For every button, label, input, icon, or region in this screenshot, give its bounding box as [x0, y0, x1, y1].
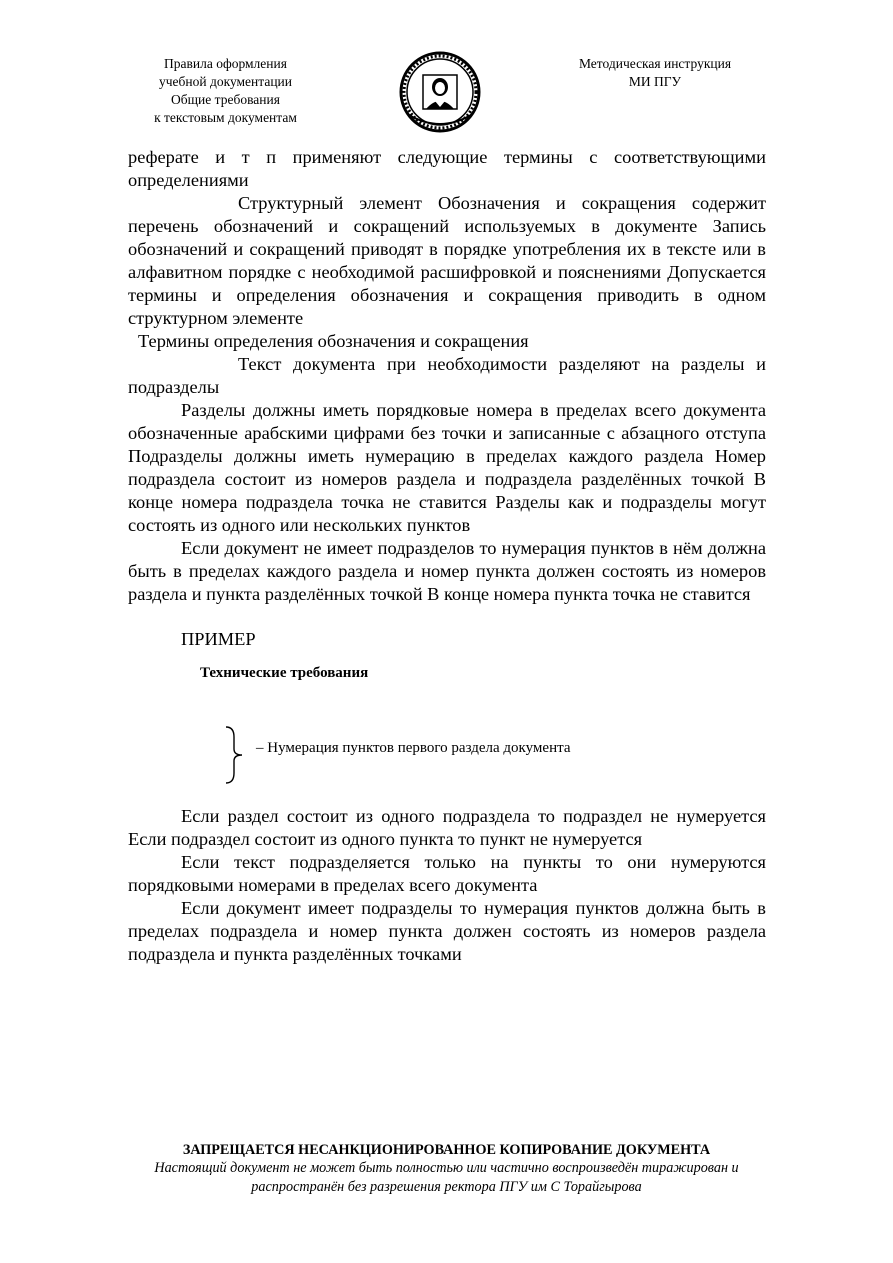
header-left-line: к текстовым документам	[154, 110, 297, 125]
header-left-line: Правила оформления	[164, 56, 287, 71]
header-right-line: Методическая инструкция	[578, 56, 732, 71]
header-left-block	[138, 55, 313, 127]
body-paragraph: Текст документа при необходимости разделяют на разделы и подразделы	[128, 354, 766, 397]
example-title: Технические требования	[200, 665, 369, 681]
body-paragraph: Если документ имеет подразделы то нумерация пунктов должна быть в пределах подраздела и номер пункта должен состоять из номеров раздела подраздела и пункта разделённых точками	[128, 898, 766, 964]
curly-brace-icon	[224, 725, 244, 785]
document-body	[128, 146, 766, 966]
header-left-line: учебной документации	[158, 74, 293, 89]
body-paragraph: Структурный элемент Обозначения и сокращения содержит перечень обозначений и сокращений используемых в документе Запись обозначений и сокращений приводят в порядке употребления их в тексте или в алфавитном порядке с необходимой расшифровкой и пояснениями Допускается термины и определения обозначения и сокращения приводить в одном структурном элементе	[128, 193, 766, 328]
copy-note-line: распространён без разрешения ректора ПГУ им С Торайгырова	[251, 1179, 642, 1195]
body-paragraph: Термины определения обозначения и сокращения	[138, 331, 529, 351]
header-right-block	[555, 55, 755, 91]
example-brace-block	[128, 685, 766, 805]
example-label: ПРИМЕР	[181, 629, 256, 649]
example-brace-text: – Нумерация пунктов первого раздела документа	[256, 740, 571, 756]
body-paragraph: Если текст подразделяется только на пункты то они нумеруются порядковыми номерами в пределах всего документа	[128, 852, 766, 895]
university-seal-icon	[399, 49, 481, 135]
footer	[100, 1141, 793, 1197]
header-left-line: Общие требования	[171, 92, 280, 107]
header-right-line: МИ ПГУ	[628, 74, 682, 89]
copy-note-line: Настоящий документ не может быть полностью или частично воспроизведён тиражирован и	[154, 1160, 739, 1176]
copy-warning: ЗАПРЕЩАЕТСЯ НЕСАНКЦИОНИРОВАННОЕ КОПИРОВАНИЕ ДОКУМЕНТА	[182, 1142, 711, 1158]
body-paragraph: Разделы должны иметь порядковые номера в пределах всего документа обозначенные арабскими цифрами без точки и записанные с абзацного отступа Подразделы должны иметь нумерацию в пределах каждого раздела Номер подраздела состоит из номеров раздела и подраздела разделённых точкой В конце номера подраздела точка не ставится Разделы как и подразделы могут состоять из одного или нескольких пунктов	[128, 400, 766, 535]
body-paragraph: реферате и т п применяют следующие термины с соответствующими определениями	[128, 147, 766, 190]
body-paragraph: Если документ не имеет подразделов то нумерация пунктов в нём должна быть в пределах каждого раздела и номер пункта должен состоять из номеров раздела и пункта разделённых точкой В конце номера пункта точка не ставится	[128, 538, 766, 604]
body-paragraph: Если раздел состоит из одного подраздела то подраздел не нумеруется Если подраздел состоит из одного пункта то пункт не нумеруется	[128, 806, 766, 849]
